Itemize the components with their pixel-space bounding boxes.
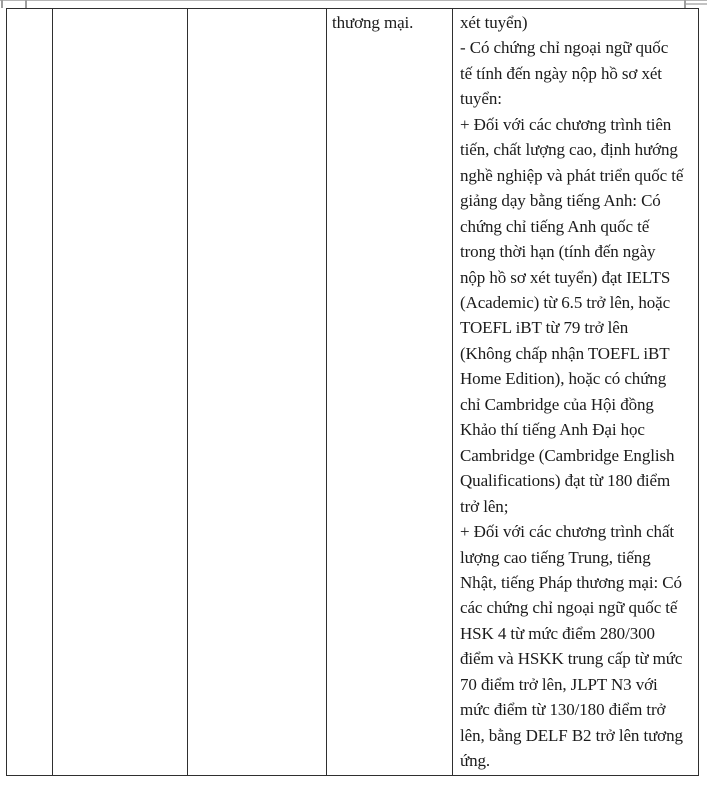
text-line: nghề nghiệp và phát triển quốc tế (460, 165, 684, 185)
text-line: (Không chấp nhận TOEFL iBT (460, 343, 670, 363)
text-line: giảng dạy bằng tiếng Anh: Có (460, 191, 661, 211)
table-cell-program-tail (327, 9, 453, 775)
text-line: tiến, chất lượng cao, định hướng (460, 140, 678, 160)
text-line: Qualifications) đạt từ 180 điểm (460, 471, 671, 491)
text-line: lên, bằng DELF B2 trở lên tương (460, 725, 683, 745)
text-line: xét tuyển) (460, 13, 528, 32)
text-line: tế tính đến ngày nộp hồ sơ xét (460, 63, 662, 83)
table-cell-empty-2 (53, 9, 188, 775)
text-line: - Có chứng chỉ ngoại ngữ quốc (460, 38, 669, 58)
text-line: trong thời hạn (tính đến ngày (460, 242, 656, 262)
text-line: thương mại. (332, 13, 414, 32)
text-line: Khảo thí tiếng Anh Đại học (460, 420, 645, 440)
text-line: + Đối với các chương trình chất (460, 522, 675, 542)
table-cell-language-requirements (453, 9, 698, 775)
previous-row-bottom-border-fragment (0, 0, 707, 1)
text-line: lượng cao tiếng Trung, tiếng (460, 547, 651, 567)
previous-row-corner-fragment (686, 3, 707, 4)
text-line: TOEFL iBT từ 79 trở lên (460, 318, 629, 338)
text-line: (Academic) từ 6.5 trở lên, hoặc (460, 292, 671, 312)
table-cell-empty-3 (188, 9, 327, 775)
text-line: nộp hồ sơ xét tuyển) đạt IELTS (460, 267, 671, 287)
text-line: Nhật, tiếng Pháp thương mại: Có (460, 572, 682, 592)
text-line: + Đối với các chương trình tiên (460, 114, 672, 134)
previous-row-left-border-fragment (1, 0, 3, 8)
previous-row-divider-fragment (25, 0, 27, 8)
text-line: trở lên; (460, 496, 509, 516)
text-line: tuyển: (460, 89, 502, 109)
text-line: điểm và HSKK trung cấp từ mức (460, 649, 683, 669)
text-line: ứng. (460, 751, 491, 771)
text-line: HSK 4 từ mức điểm 280/300 (460, 623, 655, 643)
admissions-table-row (6, 8, 699, 776)
text-line: chỉ Cambridge của Hội đồng (460, 394, 654, 414)
text-line: Home Edition), hoặc có chứng (460, 369, 667, 389)
text-line: mức điểm từ 130/180 điểm trở (460, 700, 666, 720)
text-line: chứng chỉ tiếng Anh quốc tế (460, 216, 650, 236)
text-line: 70 điểm trở lên, JLPT N3 với (460, 674, 658, 694)
text-line: các chứng chỉ ngoại ngữ quốc tế (460, 598, 678, 618)
text-line: Cambridge (Cambridge English (460, 445, 675, 465)
table-cell-index (7, 9, 53, 775)
